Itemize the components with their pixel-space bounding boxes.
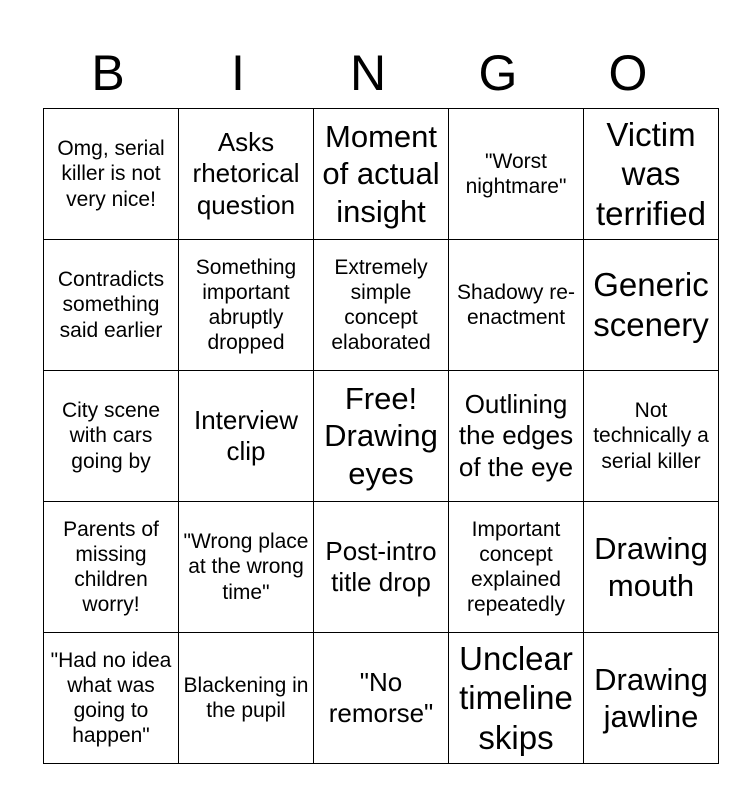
header-letter-i: I <box>231 45 245 101</box>
header-letter-b: B <box>91 45 125 101</box>
bingo-cell: Drawing mouth <box>584 502 719 633</box>
bingo-cell: Interview clip <box>179 371 314 502</box>
bingo-cell: Generic scenery <box>584 240 719 371</box>
bingo-cell: Something important abruptly dropped <box>179 240 314 371</box>
grid-row <box>44 240 719 371</box>
bingo-cell: "Had no idea what was going to happen" <box>44 633 179 764</box>
bingo-grid <box>43 108 719 764</box>
bingo-cell: "Worst nightmare" <box>449 109 584 240</box>
bingo-cell: Moment of actual insight <box>314 109 449 240</box>
bingo-cell: Drawing jawline <box>584 633 719 764</box>
bingo-cell: City scene with cars going by <box>44 371 179 502</box>
header-letter-g: G <box>478 45 518 101</box>
grid-row <box>44 633 719 764</box>
header-letter-o: O <box>608 45 648 101</box>
bingo-cell: "Wrong place at the wrong time" <box>179 502 314 633</box>
bingo-cell: Shadowy re-enactment <box>449 240 584 371</box>
bingo-cell: Omg, serial killer is not very nice! <box>44 109 179 240</box>
bingo-header <box>43 42 693 104</box>
bingo-cell: "No remorse" <box>314 633 449 764</box>
bingo-cell: Asks rhetorical question <box>179 109 314 240</box>
bingo-cell: Post-intro title drop <box>314 502 449 633</box>
bingo-cell: Not technically a serial killer <box>584 371 719 502</box>
bingo-cell: Unclear timeline skips <box>449 633 584 764</box>
bingo-cell: Victim was terrified <box>584 109 719 240</box>
grid-row <box>44 502 719 633</box>
header-letter-n: N <box>349 45 387 101</box>
bingo-cell: Outlining the edges of the eye <box>449 371 584 502</box>
bingo-cell: Blackening in the pupil <box>179 633 314 764</box>
grid-row <box>44 371 719 502</box>
free-cell: Free! Drawing eyes <box>314 371 449 502</box>
grid-row <box>44 109 719 240</box>
bingo-cell: Extremely simple concept elaborated <box>314 240 449 371</box>
bingo-cell: Contradicts something said earlier <box>44 240 179 371</box>
bingo-cell: Parents of missing children worry! <box>44 502 179 633</box>
bingo-cell: Important concept explained repeatedly <box>449 502 584 633</box>
